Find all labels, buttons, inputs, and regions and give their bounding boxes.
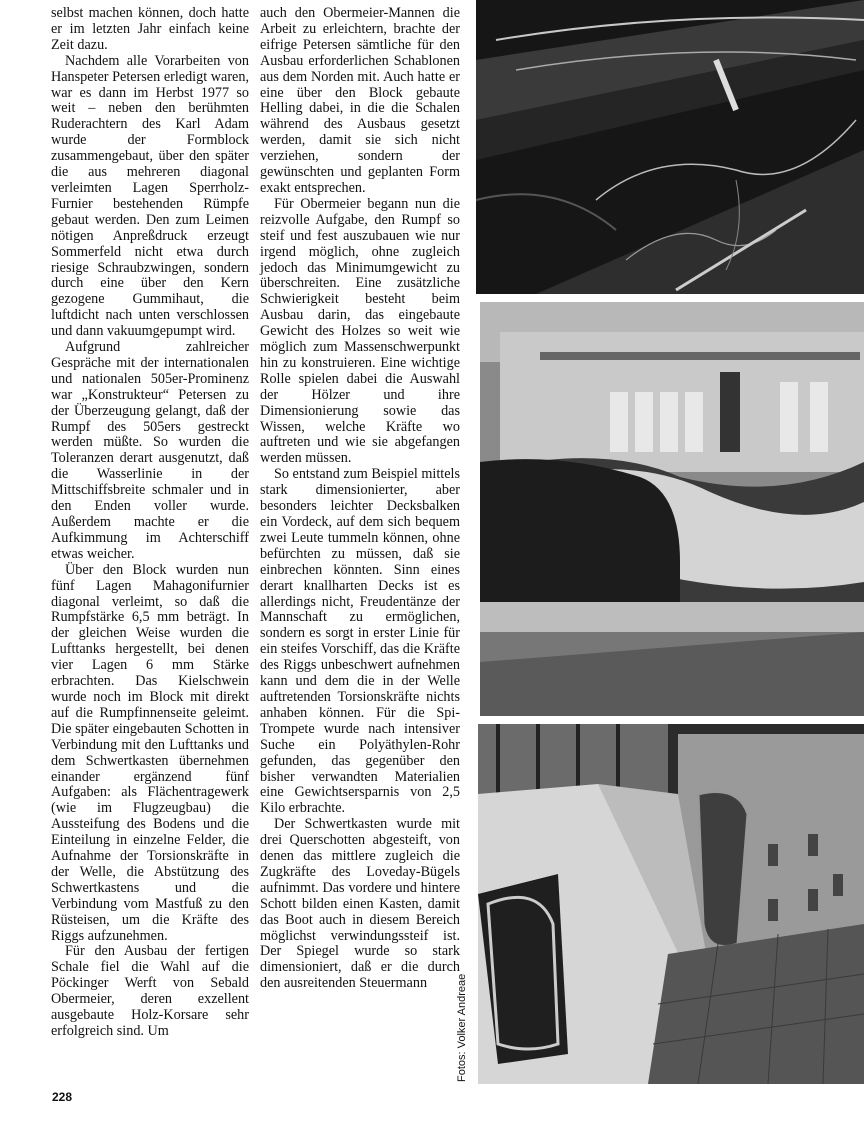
- paragraph: selbst machen können, doch hatte er im letzten Jahr einfach keine Zeit dazu.: [51, 5, 249, 53]
- paragraph: Für den Ausbau der fertigen Schale fiel die Wahl auf die Pöckinger Werft von Sebald Obermeier, deren exzellent ausgebaute Holz-Korsare sehr erfolgreich sind. Um: [51, 943, 249, 1039]
- photo-workshop-hull: [480, 302, 864, 716]
- paragraph: So entstand zum Beispiel mittels stark dimensionierter, aber besonders leichter Decksbalken ein Vordeck, auf dem sich bequem zwei Leute tummeln können, ohne befürchten zu müssen, daß sie einbrechen könnten. Sinn eines derart knallharten Decks ist es allerdings nicht, Freudentänze der Mannschaft zu ermöglichen, sondern es sorgt in erster Linie für ein steifes Vorschiff, das die Kräfte des Riggs unbeschwert aufnehmen kann und dem die in der Welle auftretenden Torsionskräfte nichts anhaben können. Für die Spi-Trompete wurde nach intensiver Suche ein Polyäthylen-Rohr gefunden, das gegenüber den bisher verwandten Materialien eine Gewichtsersparnis von 2,5 Kilo erbrachte.: [260, 466, 460, 817]
- article-column-2: [260, 6, 460, 992]
- paragraph: auch den Obermeier-Mannen die Arbeit zu erleichtern, brachte der eifrige Petersen sämtliche für den Ausbau erforderlichen Schablonen aus dem Norden mit. Auch hatte er eine über den Block gebaute Helling dabei, in die die Schalen während des Ausbaus gesetzt werden, damit sie sich nicht verziehen, sondern der gewünschten und geplanten Form exakt entsprechen.: [260, 5, 460, 196]
- paragraph: Nachdem alle Vorarbeiten von Hanspeter Petersen erledigt waren, war es dann im Herbst 1977 so weit – neben den berühmten Ruderachtern des Karl Adam wurde der Formblock zusammengebaut, über den später die aus mehreren diagonal verleimten Lagen Sperrholz-Furnier bestehenden Rümpfe gebaut werden. Den zum Leimen nötigen Anpreßdruck erzeugt Sommerfeld nicht etwa durch riesige Schraubzwingen, sondern durch eine über den Kern gezogene Gummihaut, die luftdicht nach unten verschlossen und dann vakuumgepumpt wird.: [51, 52, 249, 340]
- photo-credit: Fotos: Volker Andreae: [456, 973, 468, 1082]
- photo-bulkheads: [478, 724, 864, 1084]
- page-number: 228: [52, 1090, 73, 1104]
- paragraph: Der Schwertkasten wurde mit drei Querschotten abgesteift, von denen das mittlere zugleich die Zugkräfte des Loveday-Bügels aufnimmt. Das vordere und hintere Schott bilden einen Kasten, damit das Boot auch in diesem Bereich möglichst verwindungssteif ist. Der Spiegel wurde so stark dimensioniert, daß er die durch den ausreitenden Steuermann: [260, 816, 460, 992]
- article-column-1: [51, 6, 249, 1040]
- paragraph: Für Obermeier begann nun die reizvolle Aufgabe, den Rumpf so steif und fest auszubauen wie nur irgend möglich, ohne zugleich jedoch das Minimumgewicht zu überschreiten. Eine zusätzliche Schwierigkeit besteht beim Ausbau darin, das eingebaute Gewicht des Holzes so weit wie möglich zum Massenschwerpunkt hin zu konstruieren. Eine wichtige Rolle spielen dabei die Auswahl der Hölzer und ihre Dimensionierung sowie das Wissen, welche Kräfte wo auftreten und wie sie abgefangen werden müssen.: [260, 195, 460, 467]
- paragraph: Über den Block wurden nun fünf Lagen Mahagonifurnier diagonal verleimt, so daß die Rumpfstärke 6,5 mm beträgt. In der gleichen Weise wurden die Lufttanks hergestellt, bei denen vier Lagen 6 mm Stärke erbrachten. Das Kielschwein wurde noch im Block mit direkt auf die Rumpfinnenseite geleimt. Die später eingebauten Schotten in Verbindung mit den Lufttanks und dem Schwertkasten übernehmen einander ergänzend fünf Aufgaben: als Flächentragewerk (wie im Flugzeugbau) die Aussteifung des Bodens und die Einteilung in einzelne Felder, die Aufnahme der Torsionskräfte in der Welle, die Abstützung des Schwertkastens und die Verbindung vom Mastfuß zu den Rüsteisen, um die Kräfte des Riggs aufzunehmen.: [51, 561, 249, 944]
- photo-hull-interior: [476, 0, 864, 294]
- paragraph: Aufgrund zahlreicher Gespräche mit der internationalen und nationalen 505er-Prominenz war „Konstrukteur“ Petersen zu der Überzeugung gelangt, daß der Rumpf des 505ers gestreckt werden müßte. So wurden die Toleranzen derart ausgenutzt, daß die Wasserlinie in der Mittschiffsbreite schmaler und in den Enden voller wurde. Außerdem machte er die Aufkimmung im Achterschiff etwas weicher.: [51, 339, 249, 562]
